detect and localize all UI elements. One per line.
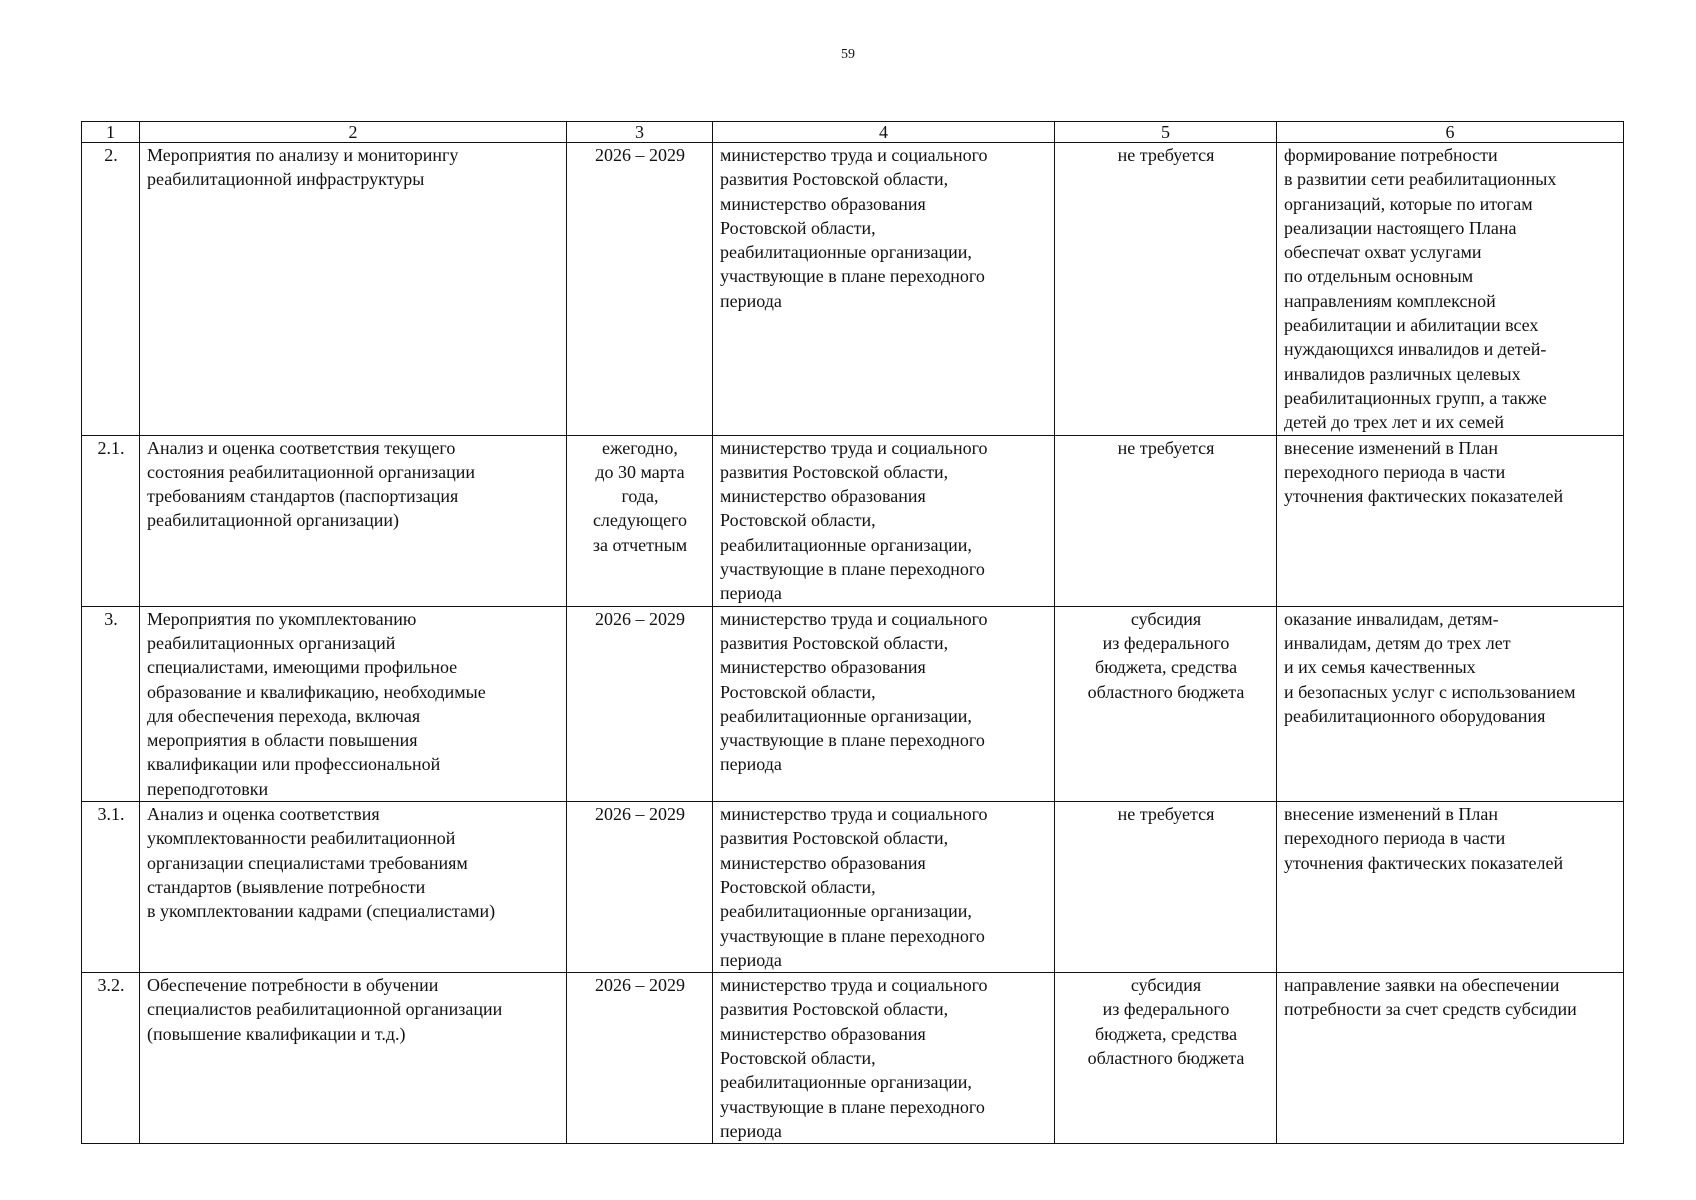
column-number-header: 4 xyxy=(713,122,1055,143)
page-number: 59 xyxy=(841,47,855,62)
plan-table xyxy=(81,121,1624,1144)
period-cell: 2026 – 2029 xyxy=(567,802,713,973)
result-cell: внесение изменений в План переходного периода в части уточнения фактических показателей xyxy=(1277,802,1624,973)
item-number-cell: 3.1. xyxy=(82,802,140,973)
column-number-header: 2 xyxy=(140,122,567,143)
item-number-cell: 2. xyxy=(82,143,140,436)
executors-cell: министерство труда и социального развития Ростовской области, министерство образования Ростовской области, реабилитационные организации, участвующие в плане переходного периода xyxy=(713,606,1055,801)
event-cell: Обеспечение потребности в обучении специалистов реабилитационной организации (повышение квалификации и т.д.) xyxy=(140,973,567,1144)
column-number-header: 3 xyxy=(567,122,713,143)
event-cell: Мероприятия по анализу и мониторингу реабилитационной инфраструктуры xyxy=(140,143,567,436)
period-cell: ежегодно, до 30 марта года, следующего за отчетным xyxy=(567,435,713,606)
period-cell: 2026 – 2029 xyxy=(567,606,713,801)
funding-cell: не требуется xyxy=(1055,435,1277,606)
event-cell: Анализ и оценка соответствия текущего состояния реабилитационной организации требованиям стандартов (паспортизация реабилитационной организации) xyxy=(140,435,567,606)
funding-cell: не требуется xyxy=(1055,802,1277,973)
executors-cell: министерство труда и социального развития Ростовской области, министерство образования Ростовской области, реабилитационные организации, участвующие в плане переходного периода xyxy=(713,143,1055,436)
event-cell: Анализ и оценка соответствия укомплектованности реабилитационной организации специалистами требованиям стандартов (выявление потребности в укомплектовании кадрами (специалистами) xyxy=(140,802,567,973)
table-row xyxy=(82,802,1624,973)
item-number-cell: 3.2. xyxy=(82,973,140,1144)
table-row xyxy=(82,973,1624,1144)
item-number-cell: 2.1. xyxy=(82,435,140,606)
result-cell: формирование потребности в развитии сети реабилитационных организаций, которые по итогам реализации настоящего Плана обеспечат охват услугами по отдельным основным направлениям комплексной реабилитации и абилитации всех нуждающихся инвалидов и детей- инвалидов различных целевых реабилитационных групп, а также детей до трех лет и их семей xyxy=(1277,143,1624,436)
table-row xyxy=(82,606,1624,801)
result-cell: внесение изменений в План переходного периода в части уточнения фактических показателей xyxy=(1277,435,1624,606)
table-header-row xyxy=(82,122,1624,143)
executors-cell: министерство труда и социального развития Ростовской области, министерство образования Ростовской области, реабилитационные организации, участвующие в плане переходного периода xyxy=(713,435,1055,606)
funding-cell: не требуется xyxy=(1055,143,1277,436)
table-row xyxy=(82,143,1624,436)
period-cell: 2026 – 2029 xyxy=(567,973,713,1144)
item-number-cell: 3. xyxy=(82,606,140,801)
column-number-header: 5 xyxy=(1055,122,1277,143)
funding-cell: субсидия из федерального бюджета, средства областного бюджета xyxy=(1055,973,1277,1144)
column-number-header: 6 xyxy=(1277,122,1624,143)
funding-cell: субсидия из федерального бюджета, средства областного бюджета xyxy=(1055,606,1277,801)
period-cell: 2026 – 2029 xyxy=(567,143,713,436)
result-cell: направление заявки на обеспечении потребности за счет средств субсидии xyxy=(1277,973,1624,1144)
executors-cell: министерство труда и социального развития Ростовской области, министерство образования Ростовской области, реабилитационные организации, участвующие в плане переходного периода xyxy=(713,973,1055,1144)
table-row xyxy=(82,435,1624,606)
result-cell: оказание инвалидам, детям- инвалидам, детям до трех лет и их семья качественных и безопасных услуг с использованием реабилитационного оборудования xyxy=(1277,606,1624,801)
column-number-header: 1 xyxy=(82,122,140,143)
event-cell: Мероприятия по укомплектованию реабилитационных организаций специалистами, имеющими профильное образование и квалификацию, необходимые для обеспечения перехода, включая мероприятия в области повышения квалификации или профессиональной переподготовки xyxy=(140,606,567,801)
executors-cell: министерство труда и социального развития Ростовской области, министерство образования Ростовской области, реабилитационные организации, участвующие в плане переходного периода xyxy=(713,802,1055,973)
